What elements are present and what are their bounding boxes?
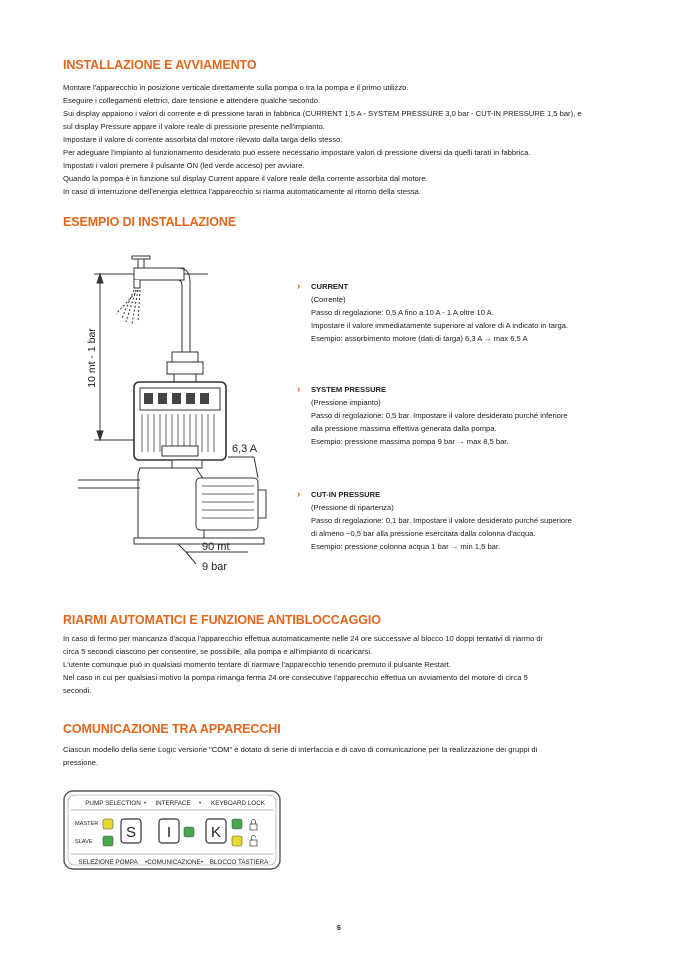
text-line: In caso di interruzione dell'energia elettrica l'apparecchio si riarma automaticamente al ritorno della stessa. xyxy=(63,187,421,196)
system-pressure-line: Passo di regolazione: 0,5 bar. Impostare il valore desiderato purché inferiore xyxy=(311,411,568,420)
depth-label: 90 mt xyxy=(202,541,230,553)
system-pressure-line: alla pressione massima effettiva generata dalla pompa. xyxy=(311,424,497,433)
text-line: Impostati i valori premere il pulsante ON (led verde acceso) per avviare. xyxy=(63,161,305,170)
slave-led xyxy=(103,836,113,846)
text-line: secondi. xyxy=(63,686,92,695)
system-pressure-line: Esempio: pressione massima pompa 9 bar → max 8,5 bar. xyxy=(311,437,509,446)
key-i-label: I xyxy=(166,824,172,841)
cut-in-line: Passo di regolazione: 0,1 bar. Impostare il valore desiderato purché superiore xyxy=(311,516,572,525)
svg-text:•: • xyxy=(200,860,204,866)
text-line: Ciascun modello della serie Logic versione "COM" è dotato di serie di interfaccia e di cavo di comunicazione per la realizzazione dei gruppi di xyxy=(63,745,538,754)
interface-led xyxy=(184,827,194,837)
bottom-label: COMUNICAZIONE xyxy=(147,859,201,866)
key-s-label: S xyxy=(125,824,137,841)
riarmi-text xyxy=(63,632,623,697)
installation-diagram xyxy=(78,252,288,582)
cut-in-title xyxy=(297,488,627,501)
section-title-installazione: INSTALLAZIONE E AVVIAMENTO xyxy=(63,58,257,72)
bottom-label: SELEZIONE POMPA xyxy=(78,859,138,866)
text-line: sul display Pressure appare il valore reale di pressione presente nell'impianto. xyxy=(63,122,325,131)
text-line: L'utente comunque può in qualsiasi momento tentare di riarmare l'apparecchio tenendo premuto il pulsante Restart. xyxy=(63,660,451,669)
unlock-led xyxy=(232,836,242,846)
master-label: MASTER xyxy=(75,821,99,827)
text-line: pressione. xyxy=(63,758,99,767)
section-title-comunicazione: COMUNICAZIONE TRA APPARECCHI xyxy=(63,722,281,736)
top-label: PUMP SELECTION xyxy=(85,800,141,807)
system-pressure-block xyxy=(297,383,627,448)
chevron-right-icon: › xyxy=(297,489,301,500)
text-line: Eseguire i collegamenti elettrici, dare tensione e attendere qualche secondo. xyxy=(63,96,321,105)
section-title-esempio: ESEMPIO DI INSTALLAZIONE xyxy=(63,215,237,229)
pressure-label: 9 bar xyxy=(202,561,228,573)
text-line: Impostare il valore di corrente assorbita dal motore rilevato dalla targa dello stesso. xyxy=(63,135,343,144)
current-line: Esempio: assorbimento motore (dati di targa) 6,3 A → max 6,5 A xyxy=(311,334,528,343)
cut-in-line: di almeno ~0,5 bar alla pressione esercitata dalla colonna d'acqua. xyxy=(311,529,536,538)
text-line: Per adeguare l'impianto al funzionamento desiderato può essere necessario impostare valori di pressione diversi da quelli tarati in fabbrica. xyxy=(63,148,531,157)
section-title-riarmi: RIARMI AUTOMATICI E FUNZIONE ANTIBLOCCAGGIO xyxy=(63,613,381,627)
current-line: Impostare il valore immediatamente superiore al valore di A indicato in targa. xyxy=(311,321,569,330)
bottom-label: BLOCCO TASTIERA xyxy=(209,859,269,866)
cut-in-block xyxy=(297,488,627,553)
svg-text:•: • xyxy=(143,801,147,807)
text-line: Montare l'apparecchio in posizione verticale direttamente sulla pompa o tra la pompa e il primo utilizzo. xyxy=(63,83,409,92)
comunicazione-text xyxy=(63,743,623,769)
text-line: In caso di fermo per mancanza d'acqua l'apparecchio effettua automaticamente nelle 24 ore successive al blocco 10 doppi tentativi di riarmo di xyxy=(63,634,543,643)
current-title-text: CURRENT xyxy=(311,282,349,291)
current-label: 6,3 A xyxy=(232,443,258,455)
chevron-right-icon: › xyxy=(297,384,301,395)
text-line: Sui display appaiono i valori di corrente e di pressione tarati in fabbrica (CURRENT 1,5 A - SYSTEM PRESSURE 3,0 bar - CUT-IN PRESSURE 1,5 bar), e xyxy=(63,109,582,118)
system-pressure-title-text: SYSTEM PRESSURE xyxy=(311,385,387,394)
installazione-text xyxy=(63,81,623,198)
current-block xyxy=(297,280,627,345)
current-sub: (Corrente) xyxy=(311,295,346,304)
system-pressure-title xyxy=(297,383,627,396)
slave-label: SLAVE xyxy=(75,839,93,845)
text-line: circa 5 secondi ciascuno per consentire, se possibile, alla pompa e all'impianto di ricaricarsi. xyxy=(63,647,373,656)
system-pressure-sub: (Pressione impianto) xyxy=(311,398,381,407)
communication-panel xyxy=(63,790,281,870)
height-label: 10 mt - 1 bar xyxy=(86,328,98,388)
svg-text:•: • xyxy=(198,801,202,807)
svg-text:•: • xyxy=(144,860,148,866)
cut-in-line: Esempio: pressione colonna acqua 1 bar → min 1,5 bar. xyxy=(311,542,501,551)
page-number: 6 xyxy=(337,925,341,932)
lock-led xyxy=(232,819,242,829)
key-k-label: K xyxy=(210,824,222,841)
cut-in-title-text: CUT-IN PRESSURE xyxy=(311,490,381,499)
current-title xyxy=(297,280,627,293)
top-label: KEYBOARD LOCK xyxy=(211,800,265,807)
master-led xyxy=(103,819,113,829)
current-line: Passo di regolazione: 0,5 A fino a 10 A - 1 A oltre 10 A. xyxy=(311,308,494,317)
chevron-right-icon: › xyxy=(297,281,301,292)
top-label: INTERFACE xyxy=(155,800,191,807)
text-line: Quando la pompa è in funzione sul display Current appare il valore reale della corrente assorbita dal motore. xyxy=(63,174,428,183)
text-line: Nel caso in cui per qualsiasi motivo la pompa rimanga ferma 24 ore consecutive l'apparecchio effettua un avviamento del motore di circa 5 xyxy=(63,673,528,682)
cut-in-sub: (Pressione di ripartenza) xyxy=(311,503,394,512)
